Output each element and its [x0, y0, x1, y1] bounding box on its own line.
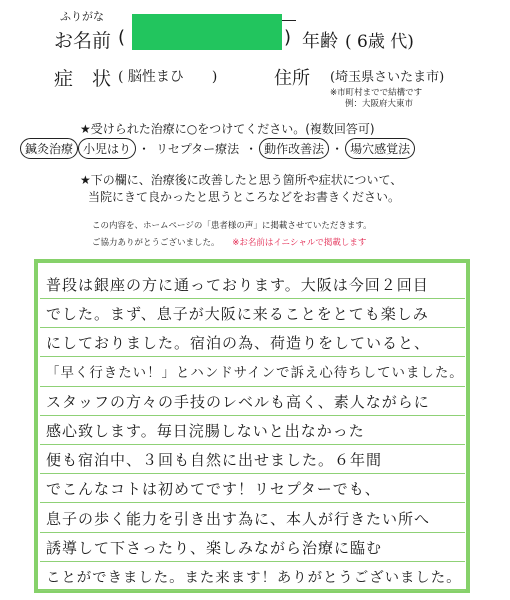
- separator-dot: ・: [331, 142, 344, 156]
- symptom-value: ( 脳性まひ ): [118, 69, 218, 85]
- name-open-paren: (: [118, 27, 126, 48]
- thanks-notice: [92, 236, 366, 248]
- ruled-line: [40, 415, 465, 416]
- thanks-text: ご協力ありがとうございました。: [92, 238, 220, 248]
- question-improvement-line2: 当院にきて良かったと思うところなどをお書きください。: [88, 190, 401, 204]
- name-redaction-block: [132, 14, 282, 50]
- address-value: (埼玉県さいたま市): [330, 70, 445, 85]
- question-improvement-line1: ★下の欄に、治療後に改善したと思う箇所や症状について、: [80, 173, 403, 187]
- option-receptor[interactable]: リセプター療法: [156, 142, 240, 156]
- handwritten-line: でこんなコトは初めてです！リセプターでも、: [46, 480, 381, 499]
- ruled-line: [40, 386, 465, 387]
- name-close-paren: ): [284, 27, 292, 48]
- ruled-line: [40, 356, 465, 357]
- address-label: 住所: [274, 68, 310, 89]
- ruled-line: [40, 590, 465, 591]
- symptom-label: 症 状: [54, 68, 112, 90]
- question-treatments: ★受けられた治療に○をつけてください。(複数回答可): [80, 122, 375, 136]
- handwritten-line: 感心致します。毎日浣腸しないと出なかった: [46, 422, 365, 440]
- ruled-line: [40, 298, 465, 299]
- ruled-line: [40, 327, 465, 328]
- handwritten-line: スタッフの方々の手技のレベルも高く、素人ながらに: [46, 392, 430, 411]
- handwritten-line: でした。まず、息子が大阪に来ることをとても楽しみ: [46, 305, 429, 324]
- furigana-label: ふりがな: [60, 10, 104, 23]
- handwritten-line: 便も宿泊中、３回も自然に出せました。６年間: [46, 451, 383, 470]
- handwritten-line: にしておりました。宿泊の為、荷造りをしていると、: [46, 334, 431, 353]
- initials-note: ※お名前はイニシャルで掲載します: [232, 238, 367, 248]
- address-example: 例：大阪府大東市: [345, 99, 414, 109]
- age-value: ( 6歳 代): [345, 32, 414, 52]
- option-sensory[interactable]: 場穴感覚法: [345, 138, 415, 159]
- handwritten-line: 息子の歩く能力を引き出す為に、本人が行きたい所へ: [46, 509, 431, 528]
- name-label: お名前: [54, 30, 112, 52]
- ruled-line: [40, 532, 465, 533]
- address-note: ※市町村までで結構です: [330, 88, 423, 98]
- option-acupuncture[interactable]: 鍼灸治療: [20, 138, 78, 159]
- publication-notice: この内容を、ホームページの「患者様の声」に掲載させていただきます。: [92, 221, 372, 231]
- ruled-line: [40, 444, 465, 445]
- ruled-line: [40, 561, 465, 562]
- handwritten-line: ことができました。また来ます！ありがとうございました。: [46, 570, 462, 586]
- separator-dot: ・: [138, 142, 151, 156]
- option-movement[interactable]: 動作改善法: [259, 138, 329, 159]
- ruled-line: [40, 473, 465, 474]
- handwritten-line: 「早く行きたい！」とハンドサインで訴え心待ちしていました。: [46, 365, 464, 381]
- handwritten-line: 誘導して下さったり、楽しみながら治療に臨む: [46, 538, 383, 557]
- separator-dot: ・: [245, 142, 258, 156]
- age-label: 年齢: [302, 31, 338, 52]
- ruled-line: [40, 502, 465, 503]
- treatment-options: [20, 138, 415, 159]
- handwritten-line: 普段は銀座の方に通っております。大阪は今回２回目: [46, 276, 429, 294]
- option-pediatric-hari[interactable]: 小児はり: [78, 138, 136, 159]
